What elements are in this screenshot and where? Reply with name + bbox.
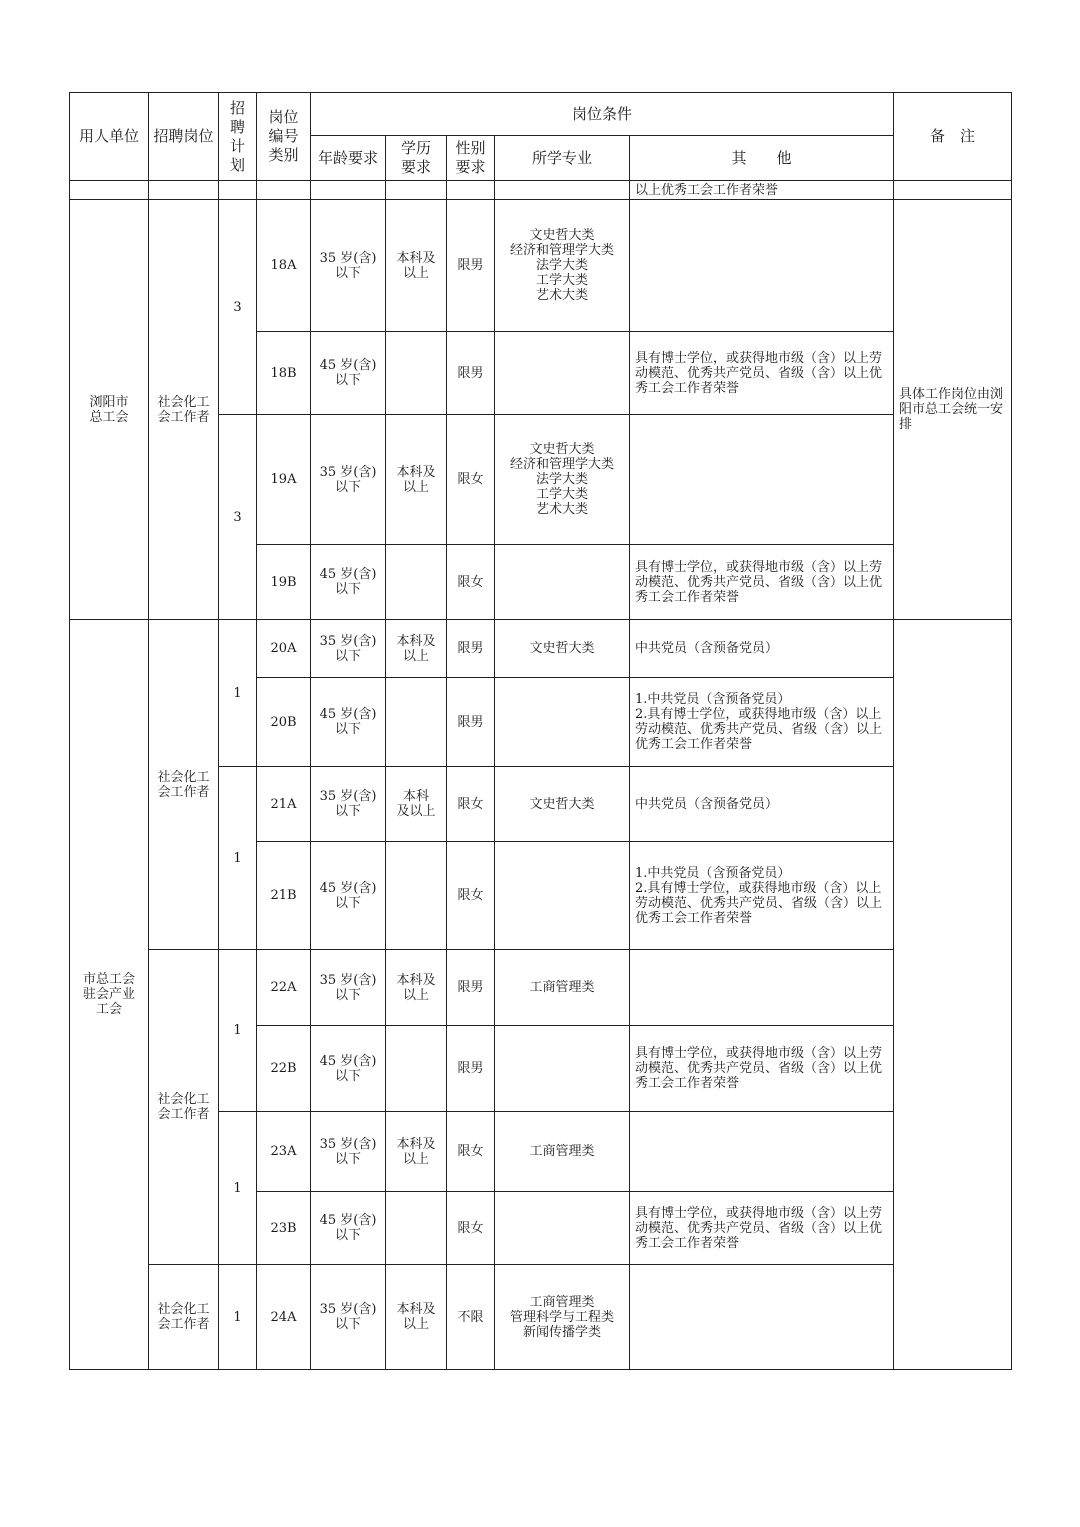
other-req xyxy=(630,1112,894,1192)
other-req: 1.中共党员（含预备党员） 2.具有博士学位，或获得地市级（含）以上劳动模范、优秀共产党员、省级（含）以上优秀工会工作者荣誉 xyxy=(630,842,894,950)
gender-req: 限女 xyxy=(447,545,495,620)
other-req: 具有博士学位，或获得地市级（含）以上劳动模范、优秀共产党员、省级（含）以上优秀工会工作者荣誉 xyxy=(630,332,894,415)
edu-req: 本科及 以上 xyxy=(386,1112,447,1192)
header-employer: 用人单位 xyxy=(70,93,149,181)
plan-count: 1 xyxy=(219,767,257,950)
position-name: 社会化工 会工作者 xyxy=(149,200,219,620)
job-code: 19A xyxy=(257,415,311,545)
age-req: 35 岁(含) 以下 xyxy=(311,1112,386,1192)
header-remarks: 备 注 xyxy=(894,93,1012,181)
edu-req: 本科及 以上 xyxy=(386,1265,447,1370)
major-req xyxy=(495,1026,630,1112)
age-req: 45 岁(含) 以下 xyxy=(311,678,386,767)
major-req: 工商管理类 管理科学与工程类 新闻传播学类 xyxy=(495,1265,630,1370)
other-req: 中共党员（含预备党员） xyxy=(630,767,894,842)
age-req: 35 岁(含) 以下 xyxy=(311,200,386,332)
major-req xyxy=(495,332,630,415)
position-name: 社会化工 会工作者 xyxy=(149,620,219,950)
other-req xyxy=(630,950,894,1026)
job-code: 21B xyxy=(257,842,311,950)
header-age: 年龄要求 xyxy=(311,136,386,181)
major-req: 文史哲大类 xyxy=(495,620,630,678)
other-req xyxy=(630,1265,894,1370)
plan-count: 1 xyxy=(219,1112,257,1265)
edu-req xyxy=(386,678,447,767)
plan-count: 1 xyxy=(219,620,257,767)
job-code: 22B xyxy=(257,1026,311,1112)
other-req xyxy=(630,200,894,332)
age-req: 35 岁(含) 以下 xyxy=(311,620,386,678)
job-code: 19B xyxy=(257,545,311,620)
remarks: 具体工作岗位由浏阳市总工会统一安排 xyxy=(894,200,1012,620)
edu-req: 本科及 以上 xyxy=(386,200,447,332)
edu-req xyxy=(386,545,447,620)
plan-count: 1 xyxy=(219,950,257,1112)
gender-req: 限男 xyxy=(447,620,495,678)
header-position: 招聘岗位 xyxy=(149,93,219,181)
plan-count: 3 xyxy=(219,415,257,620)
gender-req: 限男 xyxy=(447,332,495,415)
gender-req: 限男 xyxy=(447,950,495,1026)
other-req: 具有博士学位，或获得地市级（含）以上劳动模范、优秀共产党员、省级（含）以上优秀工会工作者荣誉 xyxy=(630,1026,894,1112)
age-req: 35 岁(含) 以下 xyxy=(311,415,386,545)
major-req: 工商管理类 xyxy=(495,950,630,1026)
edu-req: 本科及 以上 xyxy=(386,620,447,678)
age-req: 45 岁(含) 以下 xyxy=(311,1026,386,1112)
other-req: 具有博士学位，或获得地市级（含）以上劳动模范、优秀共产党员、省级（含）以上优秀工会工作者荣誉 xyxy=(630,545,894,620)
gender-req: 限女 xyxy=(447,842,495,950)
recruitment-table xyxy=(69,92,1012,1370)
gender-req: 限女 xyxy=(447,415,495,545)
gender-req: 限男 xyxy=(447,678,495,767)
header-education: 学历 要求 xyxy=(386,136,447,181)
plan-count: 1 xyxy=(219,1265,257,1370)
gender-req: 限男 xyxy=(447,1026,495,1112)
gender-req: 不限 xyxy=(447,1265,495,1370)
major-req: 文史哲大类 经济和管理学大类 法学大类 工学大类 艺术大类 xyxy=(495,415,630,545)
table-row xyxy=(70,620,1012,678)
major-req xyxy=(495,1192,630,1265)
position-name: 社会化工 会工作者 xyxy=(149,950,219,1265)
header-gender: 性别 要求 xyxy=(447,136,495,181)
table-row xyxy=(70,200,1012,332)
table-row xyxy=(70,950,1012,1026)
continued-other: 以上优秀工会工作者荣誉 xyxy=(630,181,894,200)
major-req xyxy=(495,678,630,767)
position-name: 社会化工 会工作者 xyxy=(149,1265,219,1370)
gender-req: 限女 xyxy=(447,767,495,842)
major-req xyxy=(495,545,630,620)
plan-count: 3 xyxy=(219,200,257,415)
table-row xyxy=(70,1265,1012,1370)
other-req: 1.中共党员（含预备党员） 2.具有博士学位，或获得地市级（含）以上劳动模范、优秀共产党员、省级（含）以上优秀工会工作者荣誉 xyxy=(630,678,894,767)
major-req xyxy=(495,842,630,950)
edu-req xyxy=(386,332,447,415)
other-req: 中共党员（含预备党员） xyxy=(630,620,894,678)
age-req: 45 岁(含) 以下 xyxy=(311,332,386,415)
header-plan: 招 聘 计 划 xyxy=(219,93,257,181)
job-code: 23B xyxy=(257,1192,311,1265)
remarks xyxy=(894,620,1012,1370)
job-code: 18B xyxy=(257,332,311,415)
header-conditions: 岗位条件 xyxy=(311,93,894,136)
gender-req: 限男 xyxy=(447,200,495,332)
age-req: 45 岁(含) 以下 xyxy=(311,545,386,620)
gender-req: 限女 xyxy=(447,1192,495,1265)
job-code: 18A xyxy=(257,200,311,332)
age-req: 35 岁(含) 以下 xyxy=(311,1265,386,1370)
edu-req: 本科及 以上 xyxy=(386,415,447,545)
major-req: 工商管理类 xyxy=(495,1112,630,1192)
job-code: 24A xyxy=(257,1265,311,1370)
job-code: 23A xyxy=(257,1112,311,1192)
other-req: 具有博士学位，或获得地市级（含）以上劳动模范、优秀共产党员、省级（含）以上优秀工会工作者荣誉 xyxy=(630,1192,894,1265)
other-req xyxy=(630,415,894,545)
employer-name: 市总工会 驻会产业 工会 xyxy=(70,620,149,1370)
edu-req: 本科及 以上 xyxy=(386,950,447,1026)
gender-req: 限女 xyxy=(447,1112,495,1192)
major-req: 文史哲大类 xyxy=(495,767,630,842)
employer-name: 浏阳市 总工会 xyxy=(70,200,149,620)
header-other: 其 他 xyxy=(630,136,894,181)
edu-req xyxy=(386,1026,447,1112)
header-major: 所学专业 xyxy=(495,136,630,181)
age-req: 35 岁(含) 以下 xyxy=(311,767,386,842)
header-code: 岗位 编号 类别 xyxy=(257,93,311,181)
edu-req xyxy=(386,842,447,950)
job-code: 20A xyxy=(257,620,311,678)
age-req: 45 岁(含) 以下 xyxy=(311,842,386,950)
edu-req: 本科 及以上 xyxy=(386,767,447,842)
major-req: 文史哲大类 经济和管理学大类 法学大类 工学大类 艺术大类 xyxy=(495,200,630,332)
age-req: 45 岁(含) 以下 xyxy=(311,1192,386,1265)
age-req: 35 岁(含) 以下 xyxy=(311,950,386,1026)
job-code: 22A xyxy=(257,950,311,1026)
job-code: 20B xyxy=(257,678,311,767)
job-code: 21A xyxy=(257,767,311,842)
edu-req xyxy=(386,1192,447,1265)
